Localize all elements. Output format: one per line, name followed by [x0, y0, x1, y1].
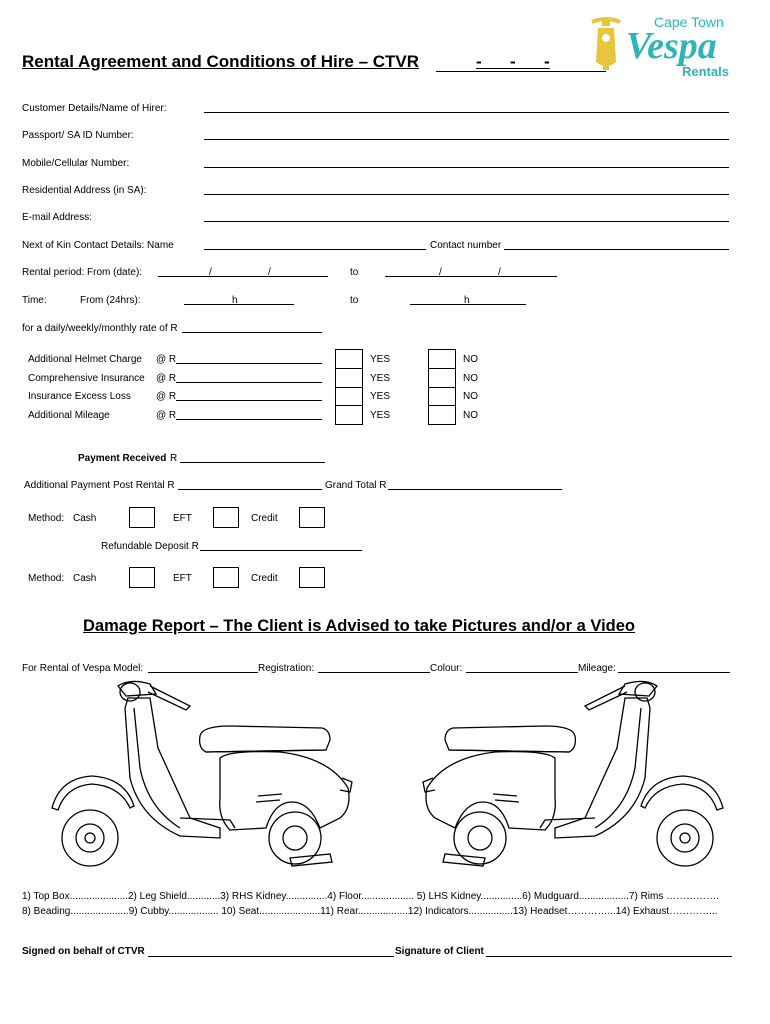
kin-contact-label: Contact number	[430, 240, 502, 251]
from-date-field[interactable]	[158, 276, 328, 277]
to-time-h: h	[464, 295, 470, 306]
insurance-at: @ R	[156, 373, 177, 384]
damage-report-title: Damage Report – The Client is Advised to take Pictures and/or a Video	[83, 617, 635, 635]
insurance-amount[interactable]	[176, 382, 322, 383]
logo-rentals: Rentals	[682, 64, 729, 79]
to-date-field[interactable]	[385, 276, 557, 277]
front-wheel	[62, 810, 118, 866]
date-slash-2: /	[268, 267, 271, 278]
from-hrs-label: From (24hrs):	[80, 295, 141, 306]
insurance-label: Comprehensive Insurance	[28, 373, 145, 384]
payment-received-field[interactable]	[180, 462, 325, 463]
from-time-h: h	[232, 295, 238, 306]
date-slash-1: /	[209, 267, 212, 278]
scooter-right-side-diagram	[415, 678, 745, 878]
ctvr-signature-label: Signed on behalf of CTVR	[22, 946, 145, 957]
mileage-charge-amount[interactable]	[176, 419, 322, 420]
cash-label: Cash	[73, 513, 97, 524]
passport-field[interactable]	[204, 139, 729, 140]
helmet-yes-checkbox[interactable]	[335, 349, 363, 369]
helmet-charge-at: @ R	[156, 354, 177, 365]
excess-amount[interactable]	[176, 400, 322, 401]
mileage-no-label: NO	[463, 410, 478, 421]
deposit-field[interactable]	[200, 550, 362, 551]
helmet-no-label: NO	[463, 354, 478, 365]
helmet-charge-label: Additional Helmet Charge	[28, 354, 142, 365]
scooter-left-side-diagram	[30, 678, 360, 878]
parts-list-line-2: 8) Beading.....................9) Cubby.................. 10) Seat......................11) Rear..................12) Indicators................13) Headset…………...14) Exhaust…………...	[22, 906, 718, 917]
registration-field[interactable]	[318, 672, 430, 673]
kin-label: Next of Kin Contact Details: Name	[22, 240, 174, 251]
grand-total-field[interactable]	[388, 489, 562, 490]
rate-field[interactable]	[182, 332, 322, 333]
insurance-yes-checkbox[interactable]	[335, 368, 363, 388]
mileage-field[interactable]	[618, 672, 730, 673]
cash-checkbox[interactable]	[129, 507, 155, 528]
mileage-yes-label: YES	[370, 410, 391, 421]
registration-label: Registration:	[258, 663, 315, 674]
mobile-label: Mobile/Cellular Number:	[22, 158, 130, 169]
deposit-label: Refundable Deposit R	[101, 541, 199, 552]
title-date-underline	[436, 71, 606, 72]
excess-no-checkbox[interactable]	[428, 387, 456, 407]
colour-field[interactable]	[466, 672, 578, 673]
excess-yes-label: YES	[370, 391, 391, 402]
grand-total-label: Grand Total R	[325, 480, 387, 491]
time-to-label: to	[350, 295, 359, 306]
to-date-slash-2: /	[498, 267, 501, 278]
mileage-label: Mileage:	[578, 663, 616, 674]
rate-label: for a daily/weekly/monthly rate of R	[22, 323, 178, 334]
method-label: Method:	[28, 513, 65, 524]
client-signature-field[interactable]	[486, 956, 732, 957]
deposit-cash-checkbox[interactable]	[129, 567, 155, 588]
helmet-yes-label: YES	[370, 354, 391, 365]
post-rental-label: Additional Payment Post Rental R	[24, 480, 175, 491]
deposit-credit-label: Credit	[251, 573, 278, 584]
mileage-charge-at: @ R	[156, 410, 177, 421]
hirer-name-field[interactable]	[204, 112, 729, 113]
kin-name-field[interactable]	[204, 249, 426, 250]
parts-list-line-1: 1) Top Box.....................2) Leg Shield............3) RHS Kidney...............4) Floor................... 5) LHS Kidney...............6) Mudguard..................7) Rims …………….	[22, 891, 719, 902]
logo	[588, 12, 738, 82]
mileage-charge-label: Additional Mileage	[28, 410, 110, 421]
payment-received-label: Payment Received	[78, 453, 167, 464]
passport-label: Passport/ SA ID Number:	[22, 130, 134, 141]
vespa-model-label: For Rental of Vespa Model:	[22, 663, 144, 674]
from-time-field[interactable]	[184, 304, 294, 305]
helmet-no-checkbox[interactable]	[428, 349, 456, 369]
excess-no-label: NO	[463, 391, 478, 402]
insurance-yes-label: YES	[370, 373, 391, 384]
post-rental-field[interactable]	[178, 489, 322, 490]
hirer-name-label: Customer Details/Name of Hirer:	[22, 103, 167, 114]
helmet-charge-amount[interactable]	[176, 363, 322, 364]
mileage-no-checkbox[interactable]	[428, 405, 456, 425]
excess-yes-checkbox[interactable]	[335, 387, 363, 407]
excess-at: @ R	[156, 391, 177, 402]
mileage-yes-checkbox[interactable]	[335, 405, 363, 425]
period-to-label: to	[350, 267, 359, 278]
address-field[interactable]	[204, 194, 729, 195]
deposit-cash-label: Cash	[73, 573, 97, 584]
credit-label: Credit	[251, 513, 278, 524]
mobile-field[interactable]	[204, 167, 729, 168]
vespa-model-field[interactable]	[148, 672, 258, 673]
insurance-no-label: NO	[463, 373, 478, 384]
client-signature-label: Signature of Client	[395, 946, 484, 957]
eft-label: EFT	[173, 513, 192, 524]
page-title: Rental Agreement and Conditions of Hire – CTVR	[22, 52, 420, 71]
ctvr-signature-field[interactable]	[148, 956, 394, 957]
deposit-method-label: Method:	[28, 573, 65, 584]
vespa-scooter-logo-icon	[588, 14, 624, 72]
email-field[interactable]	[204, 221, 729, 222]
credit-checkbox[interactable]	[299, 507, 325, 528]
to-date-slash-1: /	[439, 267, 442, 278]
logo-cape-town: Cape Town	[654, 14, 724, 30]
logo-vespa: Vespa	[626, 25, 717, 67]
colour-label: Colour:	[430, 663, 463, 674]
email-label: E-mail Address:	[22, 212, 93, 223]
eft-checkbox[interactable]	[213, 507, 239, 528]
rental-period-label: Rental period: From (date):	[22, 267, 143, 278]
payment-received-r: R	[170, 453, 178, 464]
excess-label: Insurance Excess Loss	[28, 391, 131, 402]
deposit-eft-checkbox[interactable]	[213, 567, 239, 588]
insurance-no-checkbox[interactable]	[428, 368, 456, 388]
time-label: Time:	[22, 295, 47, 306]
deposit-eft-label: EFT	[173, 573, 192, 584]
kin-contact-field[interactable]	[504, 249, 729, 250]
address-label: Residential Address (in SA):	[22, 185, 147, 196]
deposit-credit-checkbox[interactable]	[299, 567, 325, 588]
title-date-dashes: - - -	[476, 52, 550, 71]
